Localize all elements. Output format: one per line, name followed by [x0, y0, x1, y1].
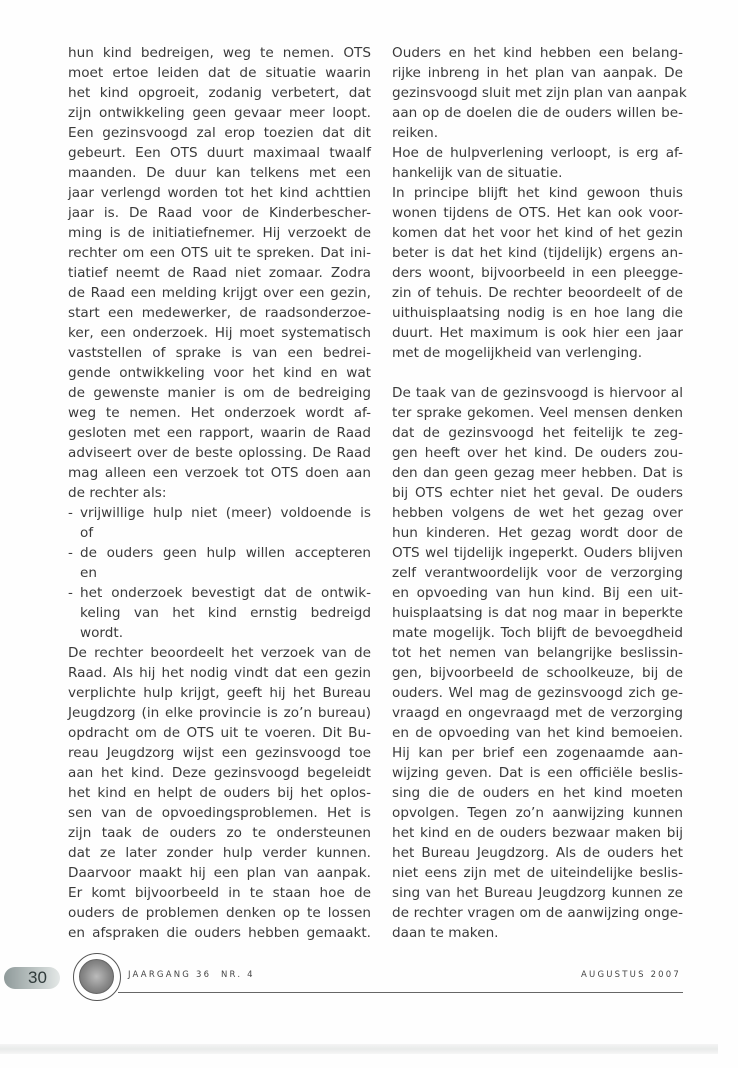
line-text: start een medewerker, de raadsonderzoe- — [68, 305, 371, 321]
line-text: ders woont, bijvoorbeeld in een pleegge- — [392, 265, 683, 281]
text-line — [68, 463, 371, 483]
text-line — [392, 63, 683, 83]
line-text: keling van het kind ernstig bedreigd — [80, 605, 371, 621]
line-text: zelf verantwoordelijk voor de verzorging — [392, 565, 683, 581]
text-line — [392, 543, 683, 563]
text-line — [68, 263, 371, 283]
text-line — [392, 923, 683, 943]
text-line — [392, 43, 683, 63]
line-text: de Raad een melding krijgt over een gezin, — [68, 285, 371, 301]
text-line — [392, 283, 683, 303]
line-text: uithuisplaatsing nodig is en hoe lang die — [392, 305, 683, 321]
line-text: de ouders geen hulp willen accepteren — [80, 545, 371, 561]
line-text: dat ze later zonder hulp verder kunnen. — [68, 845, 371, 861]
text-line — [68, 603, 371, 623]
text-line — [392, 483, 683, 503]
text-line — [392, 263, 683, 283]
line-text: hankelijk van de situatie. — [392, 165, 563, 181]
text-line — [68, 223, 371, 243]
text-line — [68, 703, 371, 723]
line-text: rijke inbreng in het plan van aanpak. De — [392, 65, 683, 81]
text-line — [392, 303, 683, 323]
line-text: jaar is. De Raad voor de Kinderbescher- — [68, 205, 371, 221]
line-text: en opvoeding van hun kind. Bij een uit- — [392, 585, 683, 601]
text-line — [68, 643, 371, 663]
line-text: reiken. — [392, 125, 439, 141]
line-text: gen, bijvoorbeeld de schoolkeuze, bij de — [392, 665, 683, 681]
text-line — [392, 183, 683, 203]
line-text: daan te maken. — [392, 925, 499, 941]
text-line — [392, 123, 683, 143]
text-column-right — [392, 43, 687, 943]
line-text: rechter om een OTS uit te spreken. Dat ini- — [68, 245, 371, 261]
line-text: het kind en helpt de ouders bij het oplos- — [68, 785, 371, 801]
line-text: en afspraken die ouders hebben gemaakt. — [68, 925, 371, 941]
text-line — [392, 503, 683, 523]
text-line — [68, 823, 371, 843]
text-line — [392, 643, 683, 663]
line-text: aan op de doelen die de ouders willen be- — [392, 105, 683, 121]
line-text: sen van de opvoedingsproblemen. Het is — [68, 805, 371, 821]
journal-seal-icon — [73, 953, 121, 1001]
line-text: niet eens zijn met de uiteindelijke beslis- — [392, 865, 683, 881]
text-line — [68, 663, 371, 683]
text-line — [68, 363, 371, 383]
line-text: Daarvoor maakt hij een plan van aanpak. — [68, 865, 371, 881]
bullet-dash: - — [68, 545, 73, 561]
text-line — [68, 743, 371, 763]
line-text: wordt. — [80, 625, 124, 641]
text-line — [68, 483, 371, 503]
text-line — [68, 383, 371, 403]
text-line — [68, 203, 371, 223]
text-line — [392, 783, 683, 803]
line-text: In principe blijft het kind gewoon thuis — [392, 185, 683, 201]
line-text: Hij kan per brief een zogenaamde aan- — [392, 745, 683, 761]
text-line — [392, 883, 683, 903]
text-line — [68, 403, 371, 423]
text-line — [68, 163, 371, 183]
line-text: en de opvoeding van het kind bemoeien. — [392, 725, 683, 741]
text-line — [68, 523, 371, 543]
text-line — [392, 443, 683, 463]
line-text: duurt. Het maximum is ook hier een jaar — [392, 325, 683, 341]
line-text: zijn ontwikkeling geen gevaar meer loopt. — [68, 105, 371, 121]
line-text: zijn taak de ouders zo te ondersteunen — [68, 825, 371, 841]
text-line — [392, 463, 683, 483]
text-line — [68, 243, 371, 263]
text-line — [392, 703, 683, 723]
line-text: vraagd en ongevraagd met de verzorging — [392, 705, 683, 721]
text-line — [68, 83, 371, 103]
text-line — [392, 863, 683, 883]
line-text: of — [80, 525, 94, 541]
line-text: de gewenste manier is om de bedreiging — [68, 385, 371, 401]
line-text: gebeurt. Een OTS duurt maximaal twaalf — [68, 145, 371, 161]
text-line — [68, 863, 371, 883]
text-line — [392, 563, 683, 583]
line-text: verplichte hulp krijgt, geeft hij het Bureau — [68, 685, 371, 701]
text-line — [392, 683, 683, 703]
text-column-left — [68, 43, 371, 943]
line-text: tiatief neemt de Raad niet zomaar. Zodra — [68, 265, 371, 281]
bullet-dash: - — [68, 585, 73, 601]
text-line — [392, 743, 683, 763]
line-text: jaar verlengd worden tot het kind achttien — [68, 185, 371, 201]
line-text: zin of tehuis. De rechter beoordeelt of de — [392, 285, 683, 301]
line-text: ouders. Wel mag de gezinsvoogd zich ge- — [392, 685, 683, 701]
line-text: sing die de ouders en het kind moeten — [392, 785, 683, 801]
line-text: Jeugdzorg (in elke provincie is zo’n bureau) — [68, 705, 371, 721]
text-line — [392, 243, 683, 263]
text-line — [392, 223, 683, 243]
line-text: De rechter beoordeelt het verzoek van de — [68, 645, 371, 661]
line-text: weg te nemen. Het onderzoek wordt af- — [68, 405, 371, 421]
text-line — [392, 363, 683, 383]
text-line — [392, 323, 683, 343]
line-text: ouders de problemen denken op te lossen — [68, 905, 371, 921]
line-text: de rechter als: — [68, 485, 167, 501]
bullet-dash: - — [68, 505, 73, 521]
line-text: vaststellen of sprake is van een bedrei- — [68, 345, 371, 361]
text-line — [68, 283, 371, 303]
line-text: het kind opgroeit, zodanig verbetert, dat — [68, 85, 371, 101]
line-text: hebben volgens de wet het gezag over — [392, 505, 683, 521]
line-text: het kind en de ouders bezwaar maken bij — [392, 825, 683, 841]
scan-edge — [0, 1044, 718, 1054]
text-line — [392, 383, 683, 403]
line-text: mate mogelijk. Toch blijft de bevoegdheid — [392, 625, 683, 641]
text-line — [392, 803, 683, 823]
text-line — [68, 323, 371, 343]
line-text: gen heeft over het kind. De ouders zou- — [392, 445, 683, 461]
footer-divider — [118, 992, 683, 993]
line-text: komen dat het voor het kind of het gezin — [392, 225, 683, 241]
bullet-item-line — [68, 503, 371, 523]
line-text: de rechter vragen om de aanwijzing onge- — [392, 905, 683, 921]
text-line — [68, 303, 371, 323]
line-text: ker, een onderzoek. Hij moet systematisch — [68, 325, 371, 341]
text-line — [68, 423, 371, 443]
text-line — [392, 343, 683, 363]
bullet-item-line — [68, 583, 371, 603]
text-line — [68, 183, 371, 203]
text-line — [68, 723, 371, 743]
text-line — [392, 103, 683, 123]
text-line — [392, 763, 683, 783]
bullet-item-line — [68, 543, 371, 563]
text-line — [392, 203, 683, 223]
line-text: hun kind bedreigen, weg te nemen. OTS — [68, 45, 371, 61]
line-text: wonen tijdens de OTS. Het kan ook voor- — [392, 205, 683, 221]
text-line — [392, 163, 683, 183]
text-line — [68, 763, 371, 783]
line-text: tot het nemen van belangrijke beslissin- — [392, 645, 683, 661]
text-line — [392, 83, 687, 103]
page-number: 30 — [28, 968, 47, 987]
text-line — [392, 603, 683, 623]
line-text: het onderzoek bevestigt dat de ontwik- — [80, 585, 371, 601]
line-text: en — [80, 565, 97, 581]
text-line — [68, 63, 371, 83]
text-line — [68, 623, 371, 643]
line-text: opvolgen. Tegen zo’n aanwijzing kunnen — [392, 805, 683, 821]
line-text: gende ontwikkeling voor het kind en wat — [68, 365, 371, 381]
line-text: dat de gezinsvoogd het feitelijk te zeg- — [392, 425, 683, 441]
text-line — [68, 443, 371, 463]
text-line — [392, 843, 683, 863]
text-line — [392, 723, 683, 743]
seal-emblem — [79, 959, 114, 994]
text-line — [392, 143, 683, 163]
line-text: het Bureau Jeugdzorg. Als de ouders het — [392, 845, 683, 861]
line-text: aan het kind. Deze gezinsvoogd begeleidt — [68, 765, 371, 781]
line-text: met de mogelijkheid van verlenging. — [392, 345, 643, 361]
line-text: Hoe de hulpverlening verloopt, is erg af- — [392, 145, 683, 161]
text-line — [68, 343, 371, 363]
line-text: gezinsvoogd sluit met zijn plan van aanpak — [392, 85, 687, 101]
line-text: Ouders en het kind hebben een belang- — [392, 45, 683, 61]
text-line — [68, 563, 371, 583]
text-line — [68, 883, 371, 903]
line-text: hun kinderen. Het gezag wordt door de — [392, 525, 683, 541]
line-text: mag alleen een verzoek tot OTS doen aan — [68, 465, 371, 481]
text-line — [392, 623, 683, 643]
text-line — [392, 823, 683, 843]
issue-date: AUGUSTUS 2007 — [581, 970, 681, 980]
line-text: beter is dat het kind (tijdelijk) ergens an- — [392, 245, 683, 261]
text-line — [68, 783, 371, 803]
line-text: gesloten met een rapport, waarin de Raad — [68, 425, 371, 441]
text-line — [68, 903, 371, 923]
line-text: Raad. Als hij het nodig vindt dat een gezin — [68, 665, 371, 681]
line-text: wijzing geven. Dat is een officiële beslis- — [392, 765, 683, 781]
line-text: ter sprake gekomen. Veel mensen denken — [392, 405, 683, 421]
line-text: vrijwillige hulp niet (meer) voldoende is — [80, 505, 371, 521]
issue-label: JAARGANG 36 NR. 4 — [128, 970, 255, 980]
line-text: De taak van de gezinsvoogd is hiervoor al — [392, 385, 683, 401]
text-line — [68, 843, 371, 863]
line-text: adviseert over de beste oplossing. De Raad — [68, 445, 371, 461]
line-text: den dan geen gezag meer hebben. Dat is — [392, 465, 683, 481]
line-text: Een gezinsvoogd zal erop toezien dat dit — [68, 125, 371, 141]
line-text: huisplaatsing is dat nog maar in beperkte — [392, 605, 683, 621]
text-line — [68, 103, 371, 123]
text-line — [68, 43, 371, 63]
line-text: OTS wel tijdelijk ingeperkt. Ouders blijven — [392, 545, 683, 561]
text-line — [68, 123, 371, 143]
line-text: maanden. De duur kan telkens met een — [68, 165, 371, 181]
text-line — [392, 663, 683, 683]
line-text: reau Jeugdzorg wijst een gezinsvoogd toe — [68, 745, 371, 761]
line-text: moet ertoe leiden dat de situatie waarin — [68, 65, 371, 81]
text-line — [68, 683, 371, 703]
text-line — [392, 403, 683, 423]
line-text: Er komt bijvoorbeeld in te staan hoe de — [68, 885, 371, 901]
text-line — [392, 523, 683, 543]
line-text: opdracht om de OTS uit te voeren. Dit Bu- — [68, 725, 371, 741]
text-line — [392, 903, 683, 923]
line-text: ming is de initiatiefnemer. Hij verzoekt de — [68, 225, 371, 241]
line-text: bij OTS echter niet het geval. De ouders — [392, 485, 683, 501]
text-line — [68, 803, 371, 823]
text-line — [68, 143, 371, 163]
text-line — [392, 583, 683, 603]
text-line — [392, 423, 683, 443]
text-line — [68, 923, 371, 943]
line-text: sing van het Bureau Jeugdzorg kunnen ze — [392, 885, 683, 901]
